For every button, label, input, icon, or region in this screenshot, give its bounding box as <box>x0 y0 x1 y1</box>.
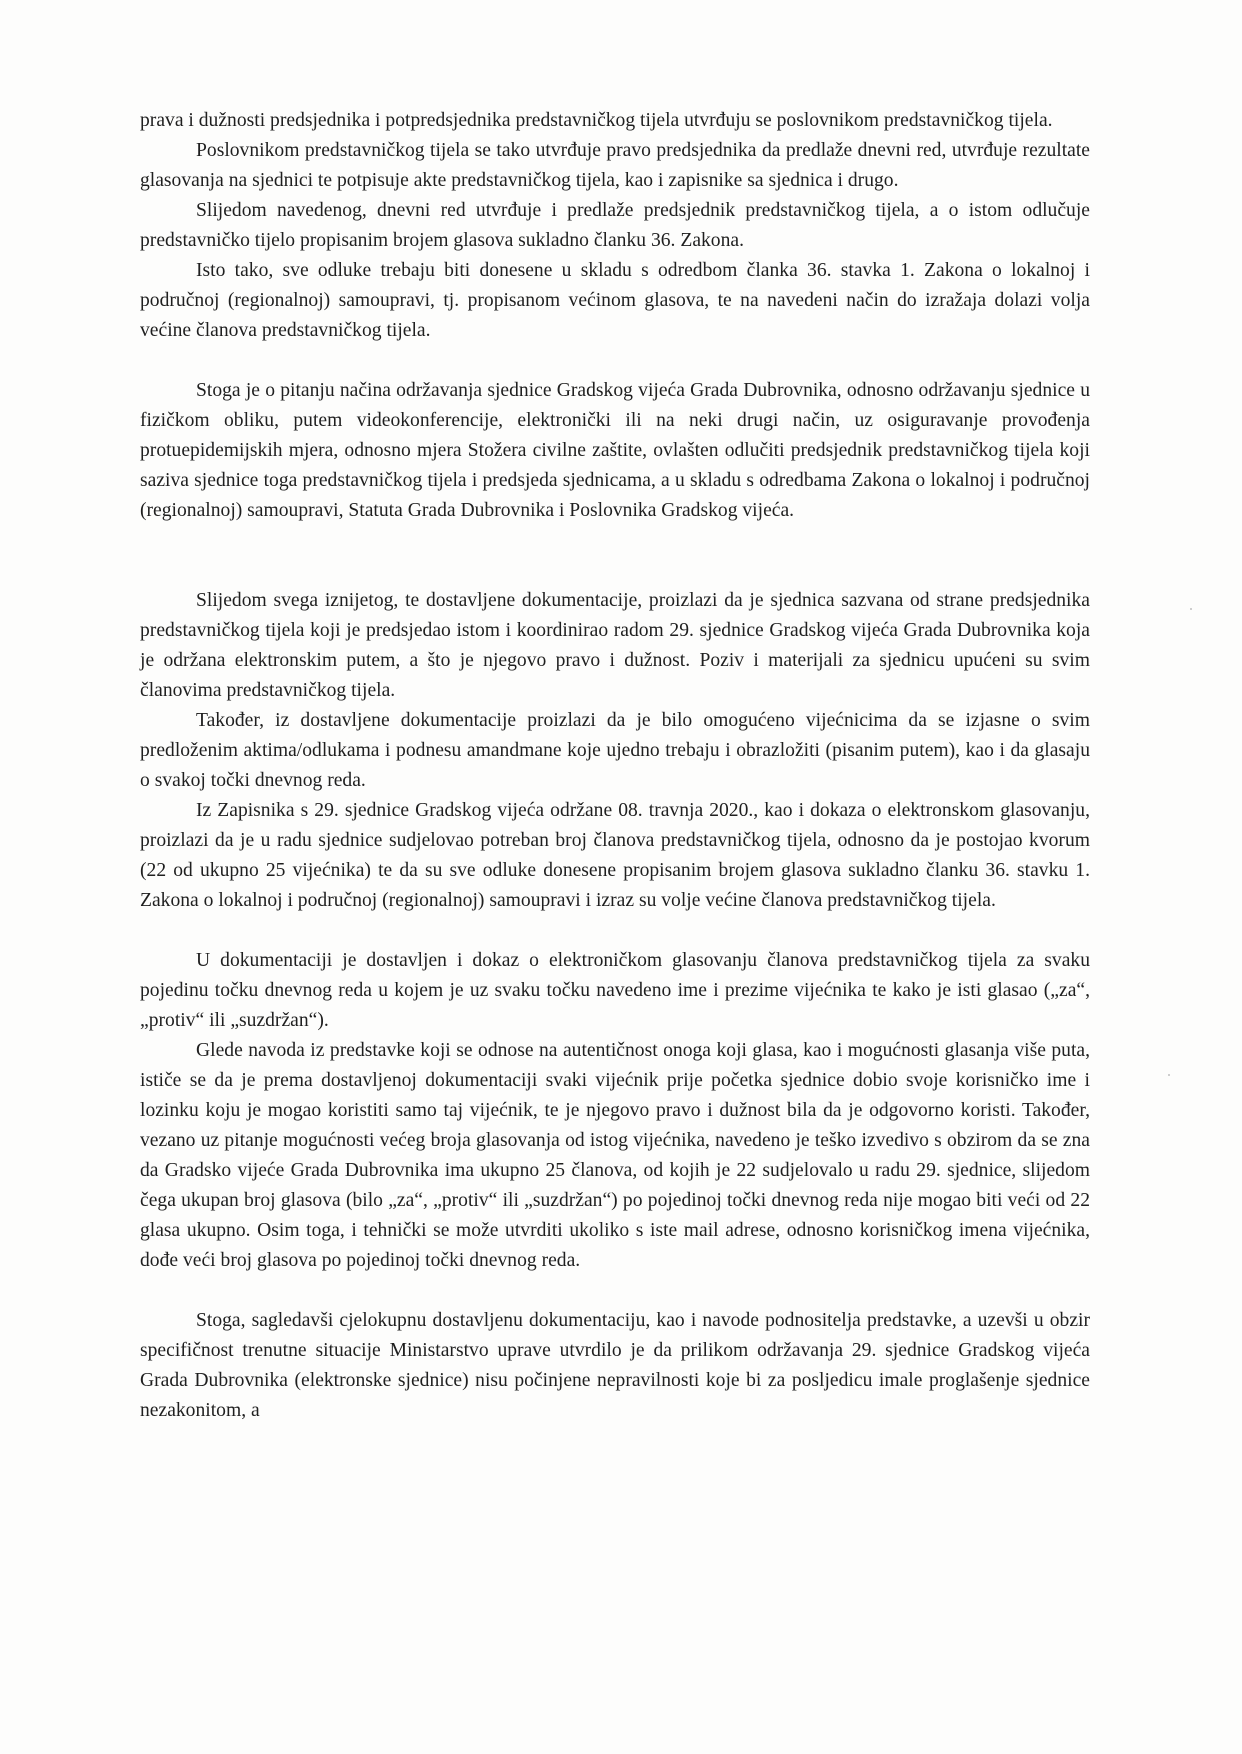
scan-speck <box>1168 1074 1170 1076</box>
paragraph-4: Isto tako, sve odluke trebaju biti donesene u skladu s odredbom članka 36. stavka 1. Zakona o lokalnoj i područnoj (regionalnoj) samoupravi, tj. propisanom većinom glasova, te na navedeni način do izražaja dolazi volja većine članova predstavničkog tijela. <box>140 260 1090 341</box>
paragraph-3: Slijedom navedenog, dnevni red utvrđuje i predlaže predsjednik predstavničkog tijela, a o istom odlučuje predstavničko tijelo propisanim brojem glasova sukladno članku 36. Zakona. <box>140 200 1090 251</box>
scan-speck <box>1190 608 1192 610</box>
paragraph-9: U dokumentaciji je dostavljen i dokaz o elektroničkom glasovanju članova predstavničkog tijela za svaku pojedinu točku dnevnog reda u kojem je uz svaku točku navedeno ime i prezime vijećnika te kako je isti glasao („za“, „protiv“ ili „suzdržan“). <box>140 950 1090 1031</box>
paragraph-11: Stoga, sagledavši cjelokupnu dostavljenu dokumentaciju, kao i navode podnositelja predstavke, a uzevši u obzir specifičnost trenutne situacije Ministarstvo uprave utvrdilo je da prilikom održavanja 29. sjednice Gradskog vijeća Grada Dubrovnika (elektronske sjednice) nisu počinjene nepravilnosti koje bi za posljedicu imale proglašenje sjednice nezakonitom, a <box>140 1310 1090 1421</box>
paragraph-5: Stoga je o pitanju načina održavanja sjednice Gradskog vijeća Grada Dubrovnika, odnosno održavanju sjednice u fizičkom obliku, putem videokonferencije, elektronički ili na neki drugi način, uz osiguravanje provođenja protuepidemijskih mjera, odnosno mjera Stožera civilne zaštite, ovlašten odlučiti predsjednik predstavničkog tijela koji saziva sjednice toga predstavničkog tijela i predsjeda sjednicama, a u skladu s odredbama Zakona o lokalnoj i područnoj (regionalnoj) samoupravi, Statuta Grada Dubrovnika i Poslovnika Gradskog vijeća. <box>140 380 1090 521</box>
paragraph-6: Slijedom svega iznijetog, te dostavljene dokumentacije, proizlazi da je sjednica sazvana od strane predsjednika predstavničkog tijela koji je predsjedao istom i koordinirao radom 29. sjednice Gradskog vijeća Grada Dubrovnika koja je održana elektronskim putem, a što je njegovo pravo i dužnost. Poziv i materijali za sjednicu upućeni su svim članovima predstavničkog tijela. <box>140 590 1090 701</box>
paragraph-8: Iz Zapisnika s 29. sjednice Gradskog vijeća održane 08. travnja 2020., kao i dokaza o elektronskom glasovanju, proizlazi da je u radu sjednice sudjelovao potreban broj članova predstavničkog tijela, odnosno da je postojao kvorum (22 od ukupno 25 vijećnika) te da su sve odluke donesene propisanim brojem glasova sukladno članku 36. stavku 1. Zakona o lokalnoj i područnoj (regionalnoj) samoupravi i izraz su volje većine članova predstavničkog tijela. <box>140 800 1090 911</box>
document-body <box>140 106 1090 1426</box>
paragraph-1: prava i dužnosti predsjednika i potpredsjednika predstavničkog tijela utvrđuju se poslovnikom predstavničkog tijela. <box>140 110 1053 131</box>
paragraph-7: Također, iz dostavljene dokumentacije proizlazi da je bilo omogućeno vijećnicima da se izjasne o svim predloženim aktima/odlukama i podnesu amandmane koje ujedno trebaju i obrazložiti (pisanim putem), kao i da glasaju o svakoj točki dnevnog reda. <box>140 710 1090 791</box>
paragraph-10: Glede navoda iz predstavke koji se odnose na autentičnost onoga koji glasa, kao i mogućnosti glasanja više puta, ističe se da je prema dostavljenoj dokumentaciji svaki vijećnik prije početka sjednice dobio svoje korisničko ime i lozinku koju je mogao koristiti samo taj vijećnik, te je njegovo pravo i dužnost bila da je odgovorno koristi. Također, vezano uz pitanje mogućnosti većeg broja glasovanja od istog vijećnika, navedeno je teško izvedivo s obzirom da se zna da Gradsko vijeće Grada Dubrovnika ima ukupno 25 članova, od kojih je 22 sudjelovalo u radu 29. sjednice, slijedom čega ukupan broj glasova (bilo „za“, „protiv“ ili „suzdržan“) po pojedinoj točki dnevnog reda nije mogao biti veći od 22 glasa ukupno. Osim toga, i tehnički se može utvrditi ukoliko s iste mail adrese, odnosno korisničkog imena vijećnika, dođe veći broj glasova po pojedinoj točki dnevnog reda. <box>140 1040 1090 1271</box>
paragraph-2: Poslovnikom predstavničkog tijela se tako utvrđuje pravo predsjednika da predlaže dnevni red, utvrđuje rezultate glasovanja na sjednici te potpisuje akte predstavničkog tijela, kao i zapisnike sa sjednica i drugo. <box>140 140 1090 191</box>
